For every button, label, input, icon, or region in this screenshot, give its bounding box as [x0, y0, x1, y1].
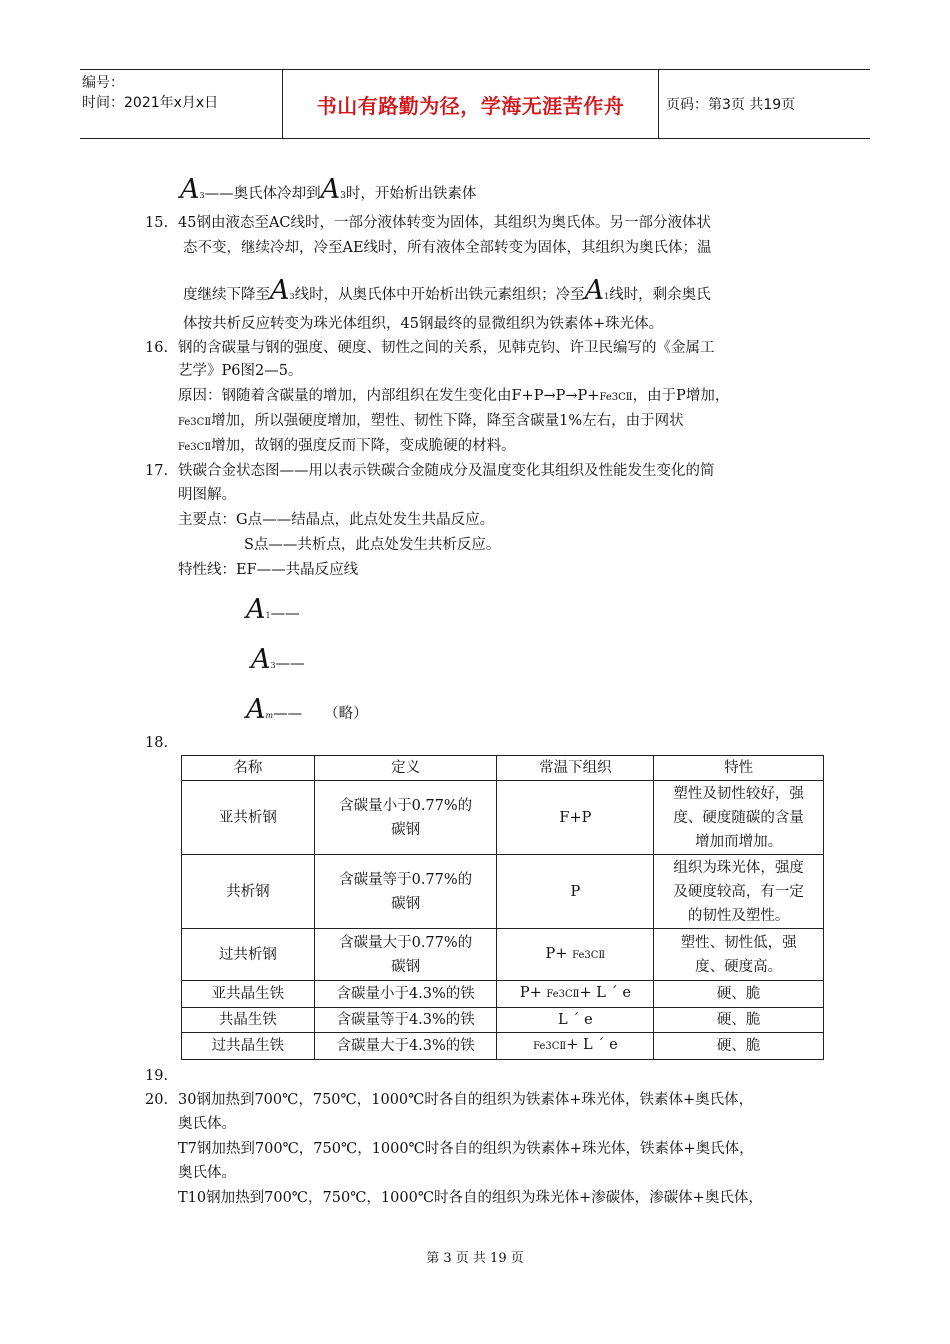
- header-page-info: 页码：第3页 共19页: [666, 97, 796, 113]
- item-number: 19.: [145, 1068, 169, 1084]
- table-cell: 共晶生铁: [182, 1008, 315, 1033]
- table-cell: 硬、脆: [654, 1008, 824, 1033]
- paragraph-line: T10钢加热到700℃，750℃，1000℃时各自的组织为珠光体+渗碳体，渗碳体+奥氏体，: [178, 1190, 763, 1206]
- am-line: Am—— （略）: [246, 694, 368, 725]
- table-row: [182, 781, 824, 855]
- item-number: 20.: [145, 1092, 169, 1108]
- table-header: 定义: [314, 756, 497, 781]
- table-cell: P+ Fe3CⅡ+ L ´ e: [497, 981, 654, 1008]
- header-time: 时间：2021年x月x日: [82, 95, 219, 111]
- table-row: [182, 929, 824, 981]
- table-header: 名称: [182, 756, 315, 781]
- page-footer: 第 3 页 共 19 页: [426, 1251, 524, 1266]
- a-symbol: A: [246, 694, 266, 725]
- paragraph-line: 钢的含碳量与钢的强度、硬度、韧性之间的关系，见韩克钧、许卫民编写的《金属工: [178, 340, 715, 356]
- paragraph-line: 主要点：G点——结晶点，此点处发生共晶反应。: [178, 512, 495, 528]
- paragraph-line: 奥氏体。: [178, 1165, 236, 1181]
- a3-definition-line: A3——奥氏体冷却到A3时，开始析出铁素体: [180, 174, 477, 205]
- paragraph-line: 奥氏体。: [178, 1116, 236, 1132]
- header-meta: [82, 73, 282, 113]
- paragraph-line: Fe3CⅡ增加，故钢的强度反而下降，变成脆硬的材料。: [178, 438, 516, 454]
- table-cell: 亚共晶生铁: [182, 981, 315, 1008]
- table-cell: 塑性及韧性较好，强 度、硬度随碳的含量 增加而增加。: [654, 781, 824, 855]
- table-header: 常温下组织: [497, 756, 654, 781]
- table-cell: 过共析钢: [182, 929, 315, 981]
- table-cell: P: [497, 855, 654, 929]
- table-row: [182, 1033, 824, 1060]
- table-header-row: [182, 756, 824, 781]
- item-number: 17.: [145, 463, 169, 479]
- table-cell: L ´ e: [497, 1008, 654, 1033]
- page-header: [80, 69, 870, 139]
- table-row: [182, 855, 824, 929]
- table-cell: P+ Fe3CⅡ: [497, 929, 654, 981]
- table-cell: 含碳量小于0.77%的 碳钢: [314, 781, 497, 855]
- item-number: 16.: [145, 340, 169, 356]
- table-cell: 共析钢: [182, 855, 315, 929]
- table-cell: 含碳量等于0.77%的 碳钢: [314, 855, 497, 929]
- table-cell: F+P: [497, 781, 654, 855]
- steel-iron-table: [181, 755, 824, 1060]
- a-symbol: A: [246, 594, 266, 625]
- a-symbol: A: [180, 174, 200, 205]
- a-symbol: A: [320, 174, 341, 205]
- table-cell: 含碳量等于4.3%的铁: [314, 1008, 497, 1033]
- paragraph-line: S点——共析点，此点处发生共析反应。: [244, 537, 501, 553]
- paragraph-line: 度继续下降至A3线时，从奥氏体中开始析出铁元素组织；冷至A1线时，剩余奥氏: [183, 275, 711, 306]
- paragraph-line: 明图解。: [178, 487, 236, 503]
- paragraph-line: 铁碳合金状态图——用以表示铁碳合金随成分及温度变化其组织及性能发生变化的简: [178, 463, 715, 479]
- paragraph-line: 艺学》P6图2—5。: [178, 363, 303, 379]
- paragraph-line: 45钢由液态至AC线时，一部分液体转变为固体，其组织为奥氏体。另一部分液体状: [178, 215, 712, 231]
- header-code: 编号：: [82, 75, 124, 91]
- table-cell: 组织为珠光体，强度 及硬度较高，有一定 的韧性及塑性。: [654, 855, 824, 929]
- table-cell: 含碳量大于4.3%的铁: [314, 1033, 497, 1060]
- table-row: [182, 981, 824, 1008]
- table-cell: 含碳量大于0.77%的 碳钢: [314, 929, 497, 981]
- table-cell: 过共晶生铁: [182, 1033, 315, 1060]
- header-motto: 书山有路勤为径，学海无涯苦作舟: [316, 94, 625, 118]
- table-row: [182, 1008, 824, 1033]
- a-symbol: A: [584, 275, 605, 306]
- a1-line: A1——: [246, 594, 300, 625]
- paragraph-line: 特性线：EF——共晶反应线: [178, 562, 359, 578]
- paragraph-line: 态不变，继续冷却，冷至AE线时，所有液体全部转变为固体，其组织为奥氏体；温: [183, 240, 712, 256]
- table-cell: 含碳量小于4.3%的铁: [314, 981, 497, 1008]
- table-cell: 塑性、韧性低，强 度、硬度高。: [654, 929, 824, 981]
- paragraph-line: Fe3CⅡ增加，所以强硬度增加，塑性、韧性下降，降至含碳量1%左右，由于网状: [178, 413, 684, 429]
- paragraph-line: 30钢加热到700℃，750℃，1000℃时各自的组织为铁素体+珠光体，铁素体+奥氏体，: [178, 1092, 754, 1108]
- table-header: 特性: [654, 756, 824, 781]
- table-cell: Fe3CⅡ+ L ´ e: [497, 1033, 654, 1060]
- a3-line: A3——: [251, 644, 305, 675]
- item-number: 15.: [145, 215, 169, 231]
- a-symbol: A: [251, 644, 271, 675]
- paragraph-line: 体按共析反应转变为珠光体组织，45钢最终的显微组织为铁素体+珠光体。: [183, 316, 664, 332]
- paragraph-line: 原因：钢随着含碳量的增加，内部组织在发生变化由F+P→P→P+Fe3CⅡ，由于P增加，: [178, 388, 730, 404]
- header-divider: [658, 70, 659, 138]
- item-number: 18.: [145, 735, 169, 751]
- a-symbol: A: [270, 275, 290, 306]
- table-cell: 硬、脆: [654, 1033, 824, 1060]
- table-cell: 亚共析钢: [182, 781, 315, 855]
- paragraph-line: T7钢加热到700℃，750℃，1000℃时各自的组织为铁素体+珠光体，铁素体+奥氏体，: [178, 1141, 754, 1157]
- table-cell: 硬、脆: [654, 981, 824, 1008]
